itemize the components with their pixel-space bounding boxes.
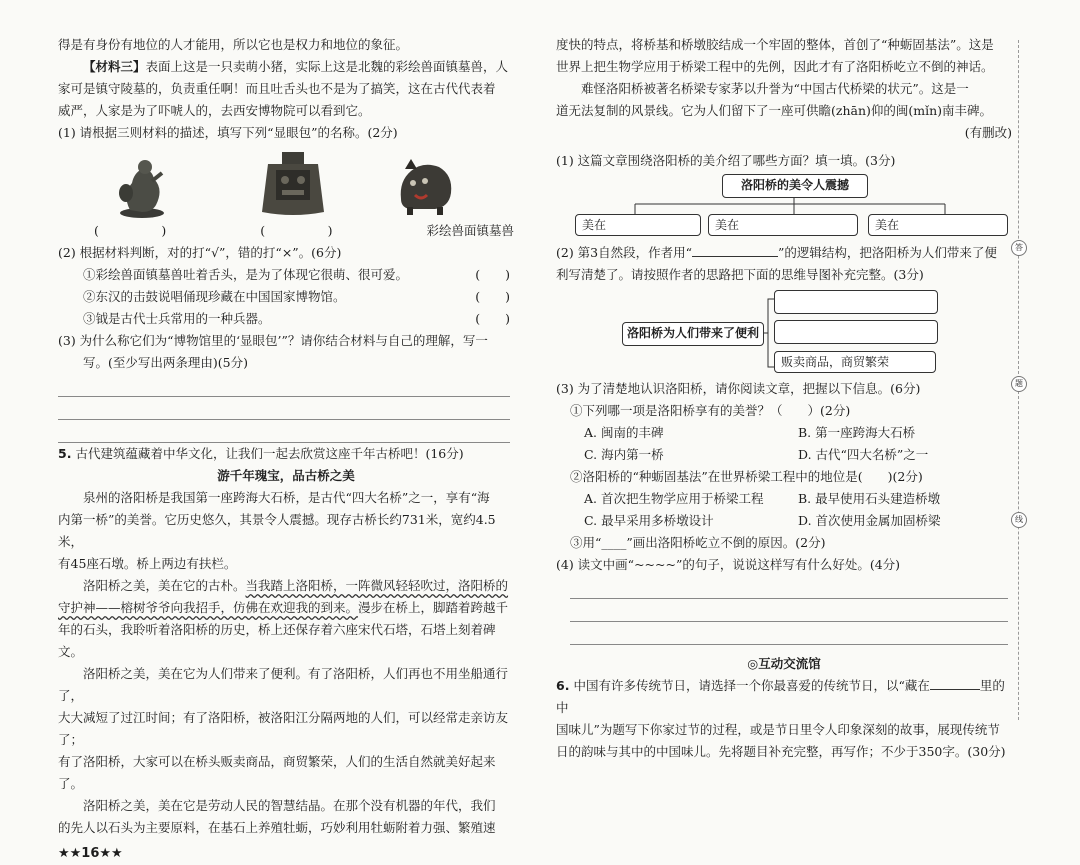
q3-options-2 — [556, 488, 1012, 532]
answer-blank-1[interactable]: ( ) — [94, 223, 167, 238]
answer-line[interactable] — [58, 420, 510, 443]
box-label: 美在 — [582, 218, 607, 232]
mindmap-2-box-1[interactable] — [774, 290, 938, 314]
answer-line[interactable] — [570, 576, 1008, 599]
text-line: 泉州的洛阳桥是我国第一座跨海大石桥，是古代“四大名桥”之一，享有“海 — [83, 490, 490, 505]
statement-text: ②东汉的击鼓说唱俑现珍藏在中国国家博物馆。 — [83, 289, 346, 304]
title-blank[interactable] — [930, 689, 980, 690]
question-text: 古代建筑蕴藏着中华文化，让我们一起去欣赏这座千年古桥吧！(16分) — [75, 446, 464, 461]
text-line: 度快的特点，将桥基和桥墩胶结成一个牢固的整体，首创了“种蛎固基法”。这是 — [556, 37, 994, 52]
text-span: ”的逻辑结构，把洛阳桥为人们带来了便 — [778, 245, 997, 260]
text-span: 里的中 — [556, 678, 1005, 715]
passage — [58, 443, 514, 865]
wavy-sentence: 当我踏上洛阳桥，一阵微风轻轻吹过，洛阳桥的 — [245, 578, 509, 593]
question-3: (3) 为什么称它们为“博物馆里的‘显眼包’”？请你结合材料与自己的理解，写一 — [58, 333, 488, 348]
right-question-3: (3) 为了清楚地认识洛阳桥，请你阅读文章，把握以下信息。(6分) — [556, 381, 921, 396]
source-note: (有删改) — [964, 125, 1012, 140]
option-d[interactable]: D. 首次使用金属加固桥梁 — [798, 513, 941, 528]
text-line: 洛阳桥之美，美在它为人们带来了便利。有了洛阳桥，人们再也不用坐船通行了， — [58, 666, 509, 703]
q3-options-1 — [556, 422, 1012, 466]
text-line: 洛阳桥之美，美在它是劳动人民的智慧结晶。在那个没有机器的年代，我们 — [83, 798, 496, 813]
question-2: (2) 根据材料判断，对的打“√”，错的打“×”。(6分) — [58, 245, 342, 260]
q2-statement-2 — [58, 286, 514, 308]
answer-line[interactable] — [570, 599, 1008, 622]
right-question-2 — [556, 242, 1012, 264]
q1-answers — [94, 220, 514, 242]
right-column — [556, 0, 1012, 172]
text-line — [58, 575, 514, 597]
right-q3 — [556, 378, 1012, 763]
q2-statement-3 — [58, 308, 514, 330]
option-b[interactable]: B. 最早使用石头建造桥墩 — [798, 491, 941, 506]
spine-mark-1: 答 — [1011, 240, 1027, 256]
text-span: (2) 第3自然段，作者用“ — [556, 245, 693, 260]
mindmap-2-box-3: 贩卖商品，商贸繁荣 — [774, 351, 936, 373]
statement-text: ③钺是古代士兵常用的一种兵器。 — [83, 311, 271, 326]
option-c[interactable]: C. 最早采用多桥墩设计 — [584, 513, 714, 528]
answer-blank[interactable] — [692, 256, 778, 257]
question-1: (1) 请根据三则材料的描述，填写下列“显眼包”的名称。(2分) — [58, 125, 398, 140]
question-5 — [58, 443, 514, 465]
text-line: 威严，人家是为了吓唬人的，去西安博物院可以看到它。 — [58, 103, 371, 118]
text-line: 表面上这是一只卖萌小猪，实际上这是北魏的彩绘兽面镇墓兽，人 — [145, 59, 509, 74]
text-line: 世界上把生物学应用于桥梁工程中的先例，因此才有了洛阳桥屹立不倒的神话。 — [556, 59, 994, 74]
text-line: 家可是镇守陵墓的，负责重任啊！而且吐舌头也不是为了搞笑，这在古代代表着 — [58, 81, 496, 96]
right-question-4: (4) 读文中画“~~~~”的句子，说说这样写有什么好处。(4分) — [556, 557, 901, 572]
text-line: 的先人以石头为主要原料，在基石上养殖牡蛎，巧妙利用牡蛎附着力强、繁殖速 — [58, 820, 496, 835]
question-number: 6. — [556, 678, 570, 693]
page-number: ★★16★★ — [58, 846, 123, 861]
answer-paren[interactable]: ( ) — [475, 311, 510, 326]
answer-label-3: 彩绘兽面镇墓兽 — [426, 223, 514, 238]
passage-title: 游千年瑰宝，品古桥之美 — [217, 468, 355, 483]
section-title: ◎互动交流馆 — [747, 656, 821, 671]
q2-statement-1 — [58, 264, 514, 286]
right-q2 — [556, 242, 1012, 286]
spine-mark-2: 题 — [1011, 376, 1027, 392]
text-span: 洛阳桥之美，美在它的古朴。 — [83, 578, 246, 593]
material-label: 【材料三】 — [83, 59, 146, 74]
mindmap-2-center: 洛阳桥为人们带来了便利 — [622, 322, 764, 346]
mindmap-1-box-2[interactable] — [708, 214, 858, 236]
option-d[interactable]: D. 古代“四大名桥”之一 — [798, 447, 929, 462]
text-line: 有45座石墩。桥上两边有扶栏。 — [58, 556, 237, 571]
text-line: 难怪洛阳桥被著名桥梁专家茅以升誉为“中国古代桥梁的状元”。这是一 — [581, 81, 969, 96]
option-a[interactable]: A. 闽南的丰碑 — [584, 425, 664, 440]
box-label: 美在 — [715, 218, 740, 232]
bronze-axe-image — [258, 150, 328, 218]
option-c[interactable]: C. 海内第一桥 — [584, 447, 664, 462]
drum-figurine-image — [112, 155, 172, 220]
text-line: 国味儿”为题写下你家过节的过程，或是节日里令人印象深刻的故事，展现传统节 — [556, 722, 1000, 737]
statement-text: ①彩绘兽面镇墓兽吐着舌头，是为了体现它很萌、很可爱。 — [83, 267, 409, 282]
text-line — [58, 597, 514, 619]
mindmap-1-box-1[interactable] — [575, 214, 701, 236]
text-line: 有了洛阳桥，大家可以在桥头贩卖商品，商贸繁荣，人们的生活自然就美好起来了。 — [58, 754, 496, 791]
box-label: 美在 — [875, 218, 900, 232]
right-question-2-cont: 利写清楚了。请按照作者的思路把下面的思维导图补充完整。(3分) — [556, 267, 924, 282]
text-span: 中国有许多传统节日，请选择一个你最喜爱的传统节日，以“藏在 — [573, 678, 930, 693]
mindmap-1-title: 洛阳桥的美令人震撼 — [722, 174, 868, 198]
option-a[interactable]: A. 首次把生物学应用于桥梁工程 — [584, 491, 764, 506]
q3-sub-2: ②洛阳桥的“种蛎固基法”在世界桥梁工程中的地位是( )(2分) — [570, 469, 923, 484]
mindmap-1-box-3[interactable] — [868, 214, 1008, 236]
tomb-beast-image — [395, 155, 457, 217]
answer-line[interactable] — [570, 622, 1008, 645]
answer-line[interactable] — [58, 397, 510, 420]
answer-paren[interactable]: ( ) — [475, 289, 510, 304]
spine-mark-3: 线 — [1011, 512, 1027, 528]
right-question-1: (1) 这篇文章围绕洛阳桥的美介绍了哪些方面？填一填。(3分) — [556, 153, 896, 168]
mindmap-2-box-2[interactable] — [774, 320, 938, 344]
answer-paren[interactable]: ( ) — [475, 267, 510, 282]
q3-sub-1: ①下列哪一项是洛阳桥享有的美誉？（ ）(2分) — [570, 403, 851, 418]
material-three — [58, 56, 514, 78]
text-line: 得是有身份有地位的人才能用，所以它也是权力和地位的象征。 — [58, 37, 409, 52]
question-number: 5. — [58, 446, 72, 461]
left-column — [58, 0, 514, 144]
question-6 — [556, 675, 1012, 719]
wavy-sentence: 守护神——榕树爷爷向我招手，仿佛在欢迎我的到来。 — [58, 600, 359, 615]
text-line: 内第一桥”的美誉。它历史悠久，其景令人震撼。现存古桥长约731米，宽约4.5米， — [58, 512, 496, 549]
text-line: 日的韵味与其中的中国味儿。先将题目补充完整，再写作；不少于350字。(30分) — [556, 744, 1006, 759]
text-line: 年的石头，我聆听着洛阳桥的历史，桥上还保存着六座宋代石塔，石塔上刻着碑文。 — [58, 622, 496, 659]
option-b[interactable]: B. 第一座跨海大石桥 — [798, 425, 916, 440]
text-line: 道无法复制的风景线。它为人们留下了一座可供瞻(zhān)仰的闽(mǐn)南丰碑。 — [556, 103, 993, 118]
left-column-part2 — [58, 220, 514, 443]
q3-sub-3: ③用“____”画出洛阳桥屹立不倒的原因。(2分) — [570, 535, 826, 550]
answer-line[interactable] — [58, 374, 510, 397]
question-3-cont: 写。(至少写出两条理由)(5分) — [83, 355, 248, 370]
text-span: 漫步在桥上，脚踏着跨越千 — [358, 600, 509, 615]
answer-blank-2[interactable]: ( ) — [260, 223, 333, 238]
text-line: 大大减短了过江时间；有了洛阳桥，被洛阳江分隔两地的人们，可以经常走亲访友了； — [58, 710, 509, 747]
